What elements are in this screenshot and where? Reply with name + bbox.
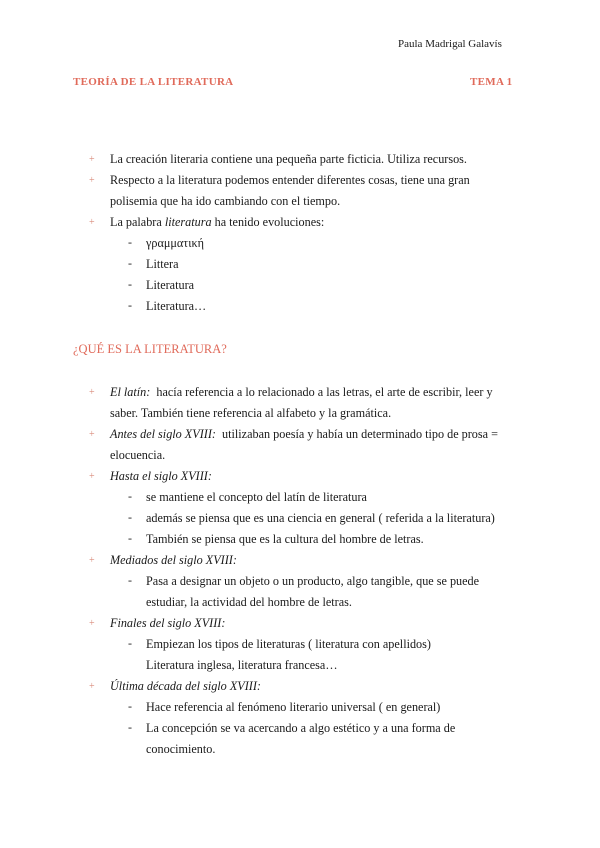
intro-item-1: La creación literaria contiene una pequeña parte ficticia. Utiliza recursos. <box>110 152 467 166</box>
intro-item-3: La palabra literatura ha tenido evoluciones: <box>110 215 325 229</box>
evolution-item: Littera <box>146 257 179 271</box>
bullet-icon: + <box>89 555 95 566</box>
evolution-item: γραμματική <box>146 236 204 250</box>
ultima-sub-item: Hace referencia al fenómeno literario universal ( en general) <box>146 700 441 714</box>
ultima-sub-item-line-1: La concepción se va acercando a algo estético y a una forma de <box>146 721 456 735</box>
mediados-item-label: Mediados del siglo XVIII: <box>110 553 237 567</box>
finales-sub-item-line-1: Empiezan los tipos de literaturas ( literatura con apellidos) <box>146 637 431 651</box>
bullet-icon: + <box>89 154 95 165</box>
section-heading: ¿QUÉ ES LA LITERATURA? <box>73 342 227 356</box>
mediados-sub-item-line-2: estudiar, la actividad del hombre de letras. <box>146 595 352 609</box>
dash-icon: - <box>128 531 132 545</box>
dash-icon: - <box>128 235 132 249</box>
bullet-icon: + <box>89 471 95 482</box>
ultima-sub-item-line-2: conocimiento. <box>146 742 216 756</box>
hasta-item-label: Hasta el siglo XVIII: <box>110 469 212 483</box>
bullet-icon: + <box>89 217 95 228</box>
evolution-item: Literatura… <box>146 299 207 313</box>
bullet-icon: + <box>89 618 95 629</box>
intro-item-2-line-2: polisemia que ha ido cambiando con el tiempo. <box>110 194 341 208</box>
dash-icon: - <box>128 489 132 503</box>
finales-sub-item-line-2: Literatura inglesa, literatura francesa… <box>146 658 338 672</box>
evolution-item: Literatura <box>146 278 195 292</box>
dash-icon: - <box>128 573 132 587</box>
topic-number: TEMA 1 <box>470 76 513 88</box>
finales-item-label: Finales del siglo XVIII: <box>110 616 226 630</box>
dash-icon: - <box>128 720 132 734</box>
document-title: TEORÍA DE LA LITERATURA <box>73 76 234 88</box>
dash-icon: - <box>128 298 132 312</box>
dash-icon: - <box>128 699 132 713</box>
bullet-icon: + <box>89 681 95 692</box>
dash-icon: - <box>128 277 132 291</box>
hasta-sub-item: además se piensa que es una ciencia en general ( referida a la literatura) <box>146 511 495 525</box>
hasta-sub-item: También se piensa que es la cultura del hombre de letras. <box>146 532 424 546</box>
dash-icon: - <box>128 256 132 270</box>
intro-item-2-line-1: Respecto a la literatura podemos entender diferentes cosas, tiene una gran <box>110 173 470 187</box>
dash-icon: - <box>128 636 132 650</box>
latin-item-line-2: saber. También tiene referencia al alfabeto y la gramática. <box>110 406 392 420</box>
antes-item-line-1: Antes del siglo XVIII: utilizaban poesía y había un determinado tipo de prosa = <box>110 427 498 441</box>
bullet-icon: + <box>89 175 95 186</box>
bullet-icon: + <box>89 387 95 398</box>
bullet-icon: + <box>89 429 95 440</box>
antes-item-line-2: elocuencia. <box>110 448 166 462</box>
ultima-item-label: Última década del siglo XVIII: <box>110 679 261 693</box>
latin-item-line-1: El latín: hacía referencia a lo relacionado a las letras, el arte de escribir, leer y <box>110 385 493 399</box>
dash-icon: - <box>128 510 132 524</box>
mediados-sub-item-line-1: Pasa a designar un objeto o un producto, algo tangible, que se puede <box>146 574 480 588</box>
hasta-sub-item: se mantiene el concepto del latín de literatura <box>146 490 367 504</box>
author-name: Paula Madrigal Galavís <box>398 38 502 50</box>
